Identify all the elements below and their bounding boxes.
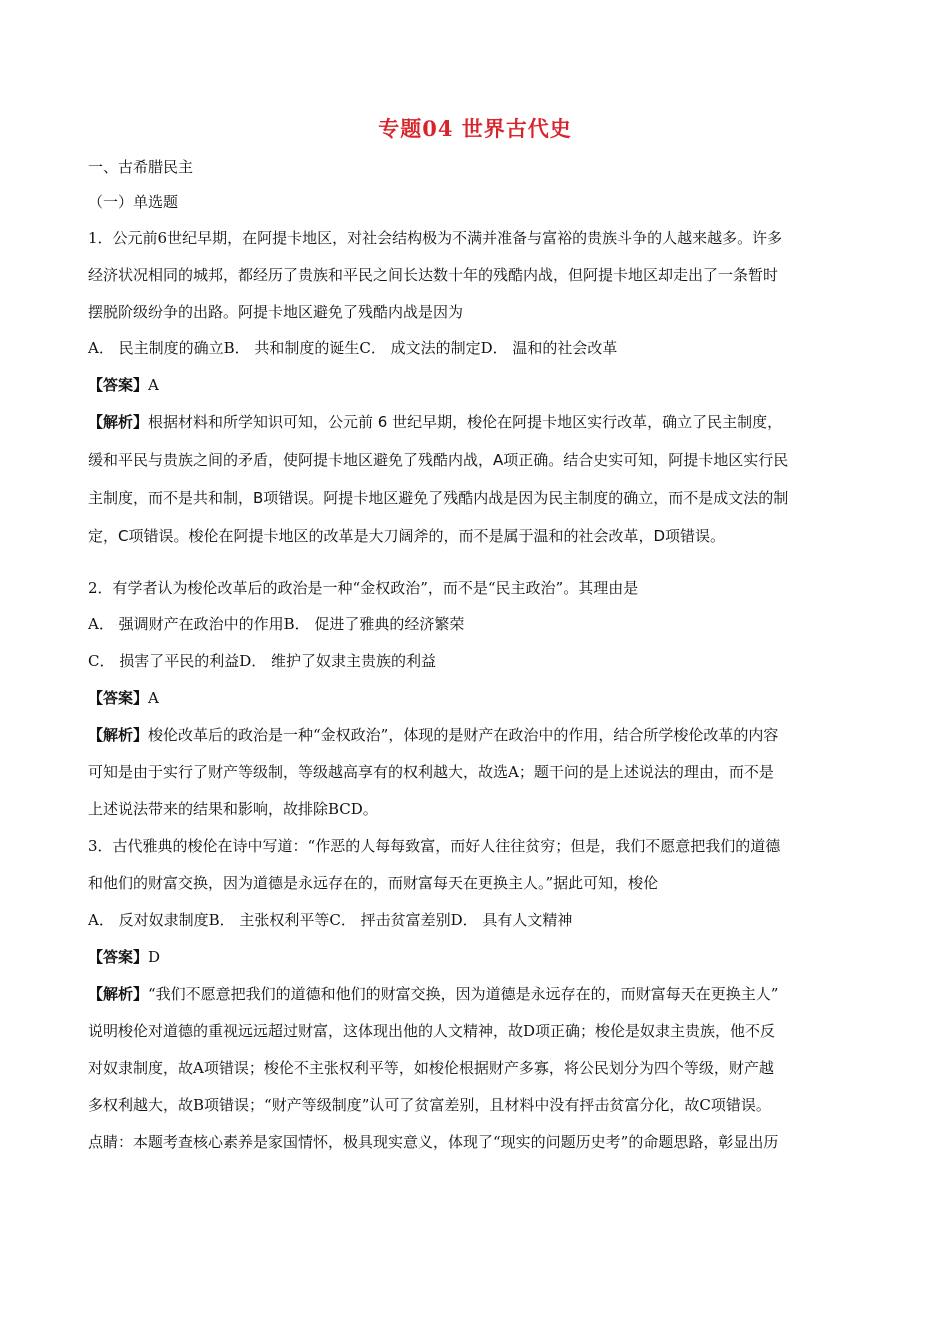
section-heading: 一、古希腊民主	[88, 158, 194, 176]
q1-analysis-line: 定，C项错误。梭伦在阿提卡地区的改革是大刀阔斧的，而不是属于温和的社会改革，D项错误。	[88, 527, 726, 545]
analysis-text: “我们不愿意把我们的道德和他们的财富交换，因为道德是永远存在的，而财富每天在更换主人”	[148, 985, 779, 1003]
q2-stem: 2．有学者认为梭伦改革后的政治是一种“金权政治”，而不是“民主政治”。其理由是	[88, 579, 639, 597]
q3-answer	[88, 946, 868, 967]
q1-analysis-line: 主制度，而不是共和制，B项错误。阿提卡地区避免了残酷内战是因为民主制度的确立，而不是成文法的制	[88, 489, 789, 507]
q1-stem-line: 摆脱阶级纷争的出路。阿提卡地区避免了残酷内战是因为	[88, 303, 464, 321]
answer-tag: 【答案】	[88, 948, 149, 966]
q3-comment-line: 点睛：本题考查核心素养是家国情怀，极具现实意义，体现了“现实的问题历史考”的命题思路，彰显出历	[88, 1133, 779, 1151]
q1-stem-line: 经济状况相同的城邦，都经历了贵族和平民之间长达数十年的残酷内战，但阿提卡地区却走出了一条暂时	[88, 266, 779, 284]
q3-stem-line: 3．古代雅典的梭伦在诗中写道：“作恶的人每每致富，而好人往往贫穷；但是，我们不愿意把我们的道德	[88, 837, 781, 855]
q3-analysis-line: 多权利越大，故B项错误；“财产等级制度”认可了贫富差别，且材料中没有抨击贫富分化，故C项错误。	[88, 1096, 771, 1114]
q1-options: A． 民主制度的确立B． 共和制度的诞生C． 成文法的制定D． 温和的社会改革	[88, 339, 618, 357]
analysis-tag: 【解析】	[88, 413, 149, 431]
q1-analysis-line	[88, 411, 868, 432]
q2-analysis-line: 可知是由于实行了财产等级制，等级越高享有的权利越大，故选A；题干问的是上述说法的理由，而不是	[88, 763, 774, 781]
q1-answer	[88, 374, 868, 395]
q2-options-line: C． 损害了平民的利益D． 维护了奴隶主贵族的利益	[88, 652, 437, 670]
q3-analysis-line	[88, 983, 868, 1004]
answer-tag: 【答案】	[88, 689, 149, 707]
answer-tag: 【答案】	[88, 376, 149, 394]
q3-analysis-line: 说明梭伦对道德的重视远远超过财富，这体现出他的人文精神，故D项正确；梭伦是奴隶主贵族，他不反	[88, 1022, 776, 1040]
q1-analysis-line: 缓和平民与贵族之间的矛盾，使阿提卡地区避免了残酷内战，A项正确。结合史实可知，阿提卡地区实行民	[88, 451, 789, 469]
analysis-text: 梭伦改革后的政治是一种“金权政治”，体现的是财产在政治中的作用，结合所学梭伦改革的内容	[148, 726, 779, 744]
q2-analysis-line	[88, 724, 868, 745]
subsection-heading: （一）单选题	[88, 193, 179, 211]
page-title: 专题04 世界古代史	[378, 116, 572, 141]
q3-stem-line: 和他们的财富交换，因为道德是永远存在的，而财富每天在更换主人。”据此可知，梭伦	[88, 874, 659, 892]
analysis-tag: 【解析】	[88, 985, 149, 1003]
q1-stem-line: 1．公元前6世纪早期，在阿提卡地区，对社会结构极为不满并准备与富裕的贵族斗争的人越来越多。许多	[88, 229, 783, 247]
analysis-tag: 【解析】	[88, 726, 149, 744]
q3-analysis-line: 对奴隶制度，故A项错误；梭伦不主张权利平等，如梭伦根据财产多寡，将公民划分为四个等级，财产越	[88, 1059, 774, 1077]
q2-analysis-line: 上述说法带来的结果和影响，故排除BCD。	[88, 800, 378, 818]
answer-value: D	[148, 948, 161, 966]
q3-options: A． 反对奴隶制度B． 主张权利平等C． 抨击贫富差别D． 具有人文精神	[88, 911, 573, 929]
q2-options-line: A． 强调财产在政治中的作用B． 促进了雅典的经济繁荣	[88, 615, 465, 633]
answer-value: A	[148, 689, 159, 707]
answer-value: A	[148, 376, 159, 394]
q2-answer	[88, 687, 868, 708]
analysis-text: 根据材料和所学知识可知，公元前 6 世纪早期，梭伦在阿提卡地区实行改革，确立了民主制度，	[148, 413, 783, 431]
